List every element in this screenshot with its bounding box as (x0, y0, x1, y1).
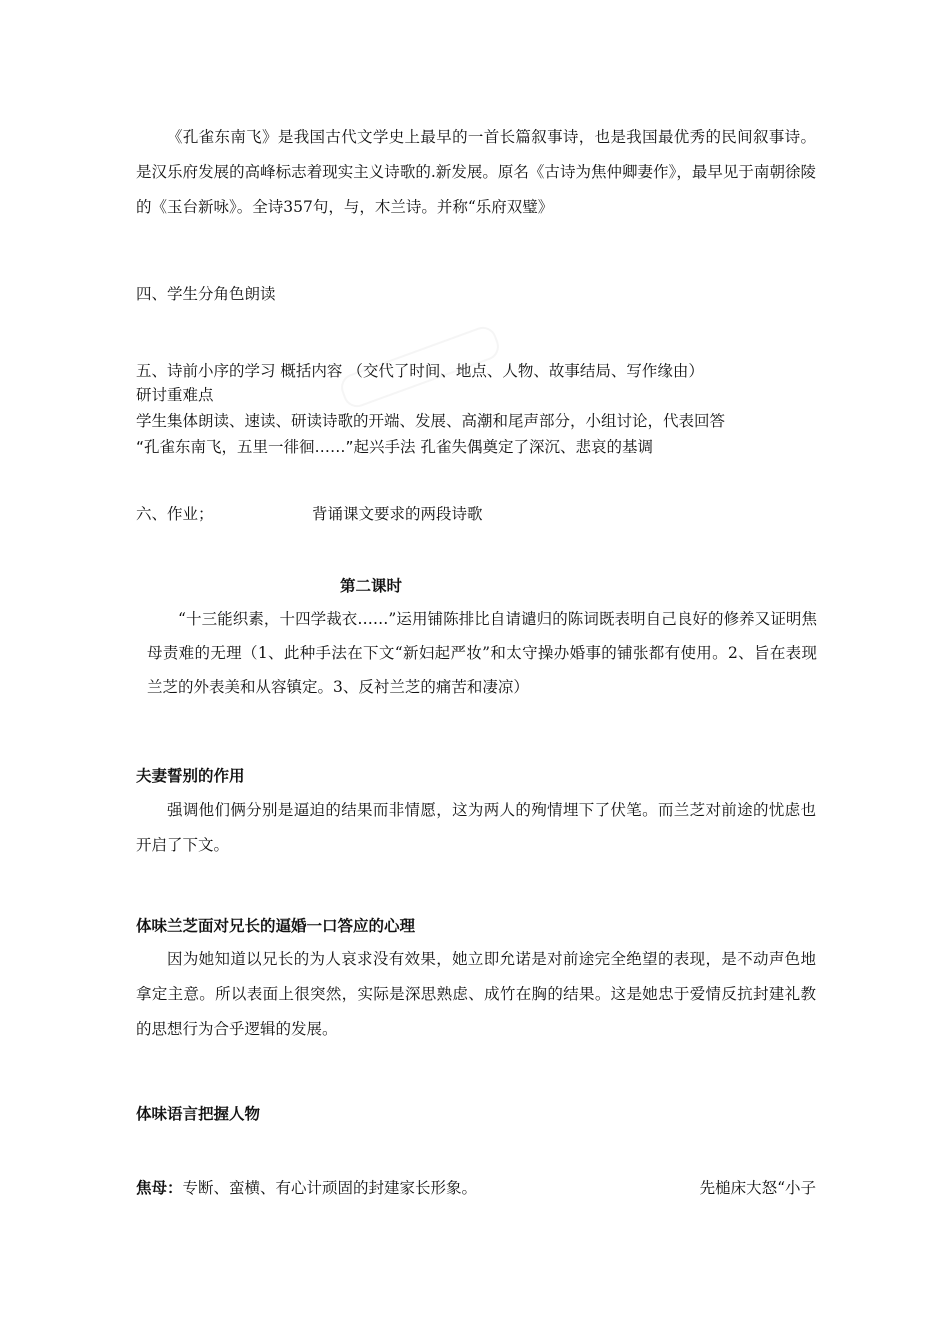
section-five-line-3: 学生集体朗读、速读、研读诗歌的开端、发展、高潮和尾声部分，小组讨论，代表回答 (136, 412, 726, 430)
lanzhi-heading: 体味兰芝面对兄长的逼婚一口答应的心理 (136, 916, 416, 935)
section-five-line-2: 研讨重难点 (136, 386, 214, 404)
homework-label: 六、作业； (136, 505, 214, 523)
intro-paragraph: 《孔雀东南飞》是我国古代文学史上最早的一首长篇叙事诗，也是我国最优秀的民间叙事诗。是汉乐府发展的高峰标志着现实主义诗歌的.新发展。原名《古诗为焦仲卿妻作》，最早见于南朝徐陵的《玉台新咏》。全诗357句，与，木兰诗。并称“乐府双璧》 (136, 128, 816, 216)
jiaomu-label: 焦母： (136, 1178, 183, 1197)
homework-task: 背诵课文要求的两段诗歌 (312, 505, 483, 523)
section-five-line-4: “孔雀东南飞，五里一徘徊……”起兴手法 孔雀失偶奠定了深沉、悲哀的基调 (136, 438, 653, 456)
jiaomu-continuation: 先槌床大怒“小子 (699, 1179, 816, 1197)
section-four-heading: 四、学生分角色朗读 (136, 285, 276, 303)
jiaomu-line (136, 1176, 816, 1200)
homework-line (136, 502, 816, 526)
lesson-two-title: 第二课时 (339, 576, 402, 595)
lanzhi-paragraph: 因为她知道以兄长的为人哀求没有效果，她立即允诺是对前途完全绝望的表现，是不动声色地拿定主意。所以表面上很突然，实际是深思熟虑、成竹在胸的结果。这是她忠于爱情反抗封建礼教的思想行为合乎逻辑的发展。 (136, 950, 816, 1038)
language-heading: 体味语言把握人物 (136, 1104, 261, 1123)
lesson-two-paragraph: “十三能织素，十四学裁衣……”运用铺陈排比自请谴归的陈词既表明自己良好的修养又证明焦母责难的无理（1、此种手法在下文“新妇起严妆”和太守操办婚事的铺张都有使用。2、旨在表现兰芝的外表美和从容镇定。3、反衬兰芝的痛苦和凄凉） (147, 610, 817, 696)
jiaomu-description: 专断、蛮横、有心计顽固的封建家长形象。 (182, 1179, 478, 1197)
farewell-paragraph: 强调他们俩分别是逼迫的结果而非情愿，这为两人的殉情埋下了伏笔。而兰芝对前途的忧虑也开启了下文。 (136, 801, 816, 854)
section-five-line-1: 五、诗前小序的学习 概括内容 （交代了时间、地点、人物、故事结局、写作缘由） (136, 362, 704, 380)
farewell-heading: 夫妻誓别的作用 (136, 766, 245, 785)
